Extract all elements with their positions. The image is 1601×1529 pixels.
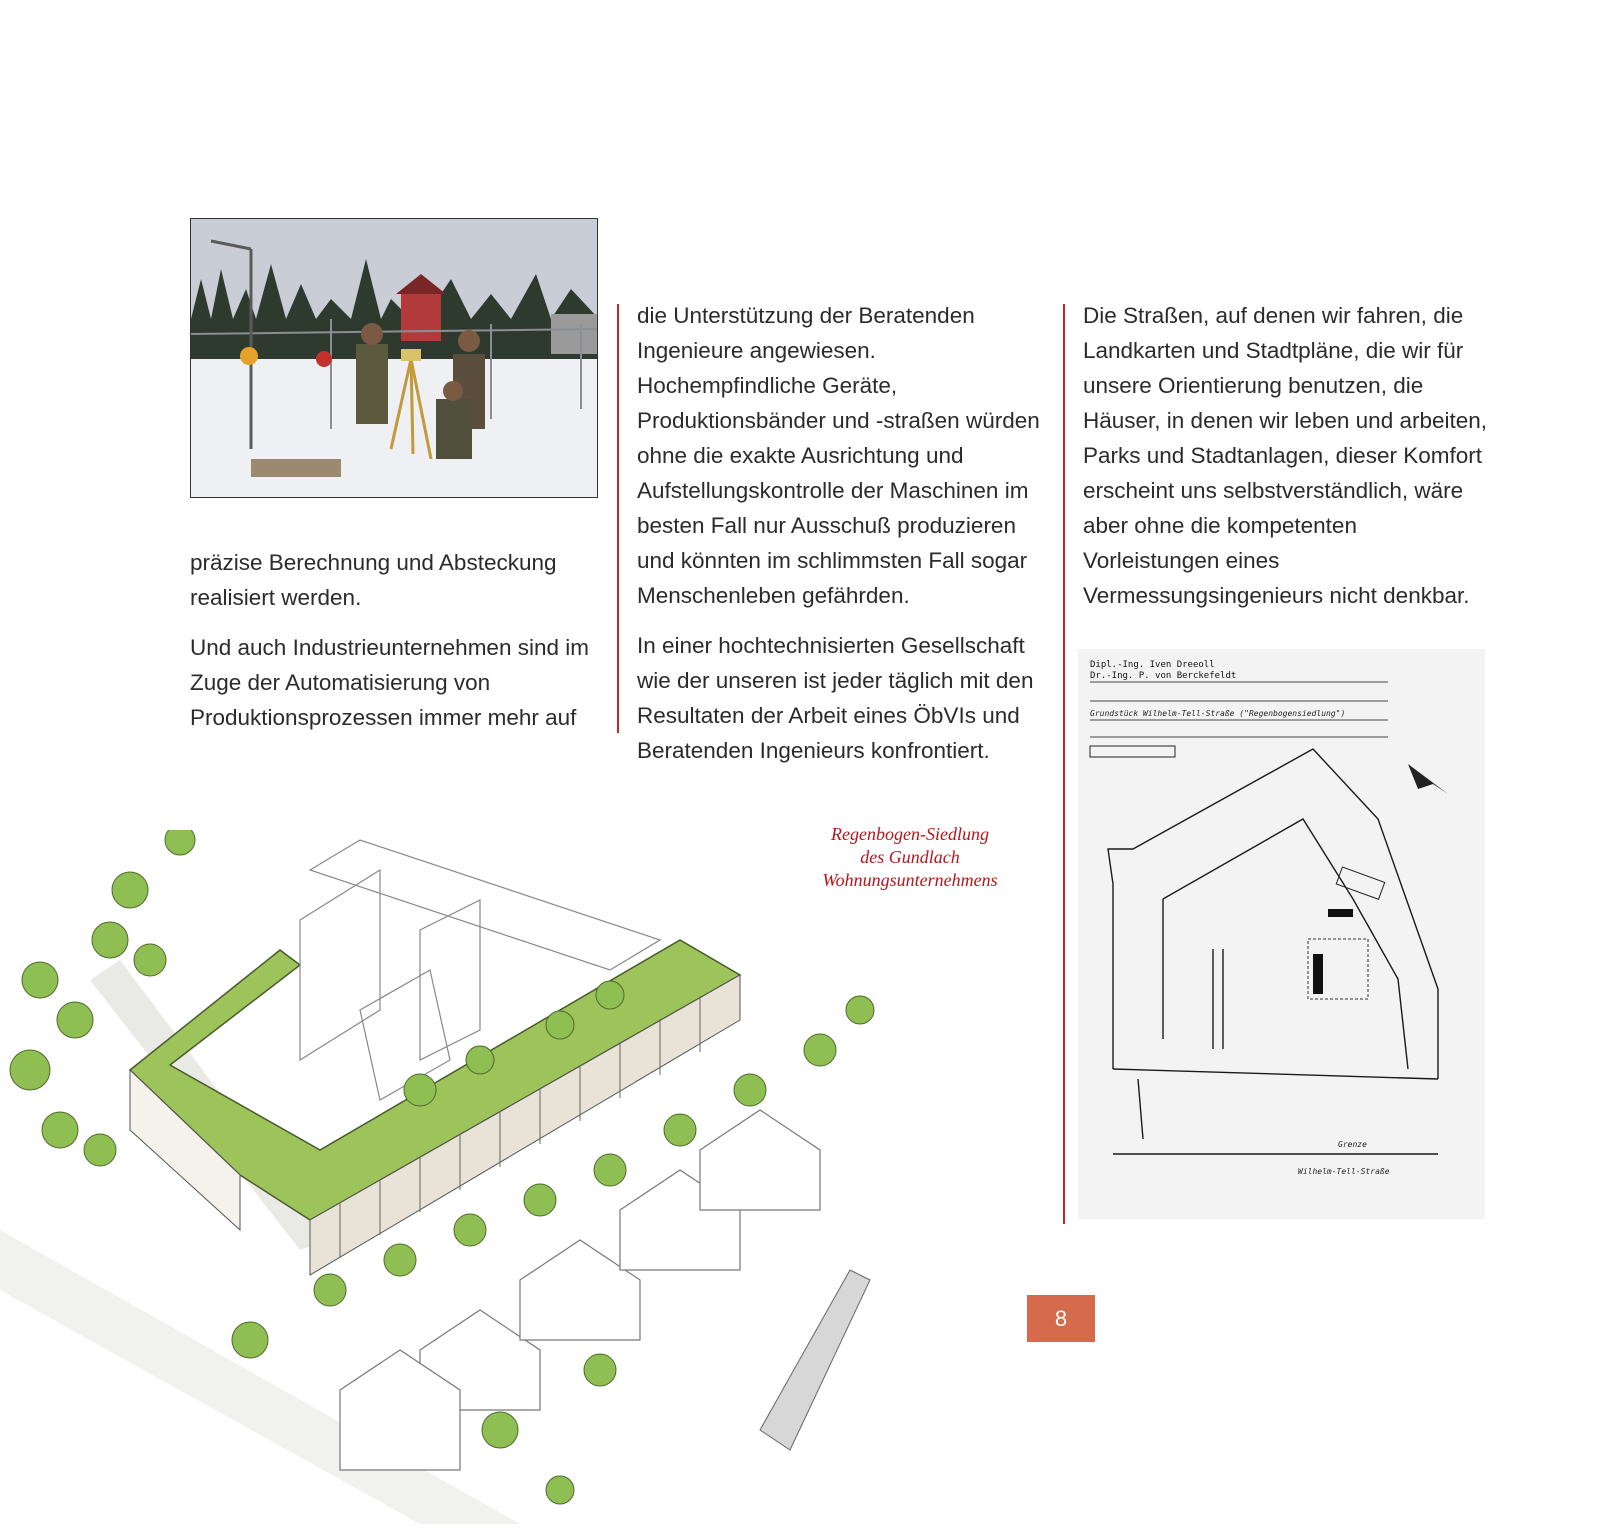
caption-line-2: des Gundlach — [860, 847, 960, 867]
plan-grundstueck: Grundstück Wilhelm-Tell-Straße ("Regenbogensiedlung") — [1090, 709, 1346, 718]
plan-grenze-label: Grenze — [1338, 1140, 1367, 1149]
text-column-3 — [1083, 298, 1495, 613]
column2-paragraph-1: die Unterstützung der Beratenden Ingenieure angewiesen. Hochempfindliche Geräte, Produktionsbänder und -straßen würden ohne die exakte Ausrichtung und Aufstellungskontrolle der Maschinen im besten Fall nur Ausschuß produzieren und könnten im schlimmsten Fall sogar Menschenleben gefährden. — [637, 303, 1040, 608]
column1-paragraph-1: präzise Berechnung und Absteckung realisiert werden. — [190, 550, 557, 610]
survey-plan-document — [1078, 649, 1485, 1219]
surveyors-photo — [190, 218, 598, 498]
column1-paragraph-2: Und auch Industrieunternehmen sind im Zuge der Automatisierung von Produktionsprozessen immer mehr auf — [190, 635, 589, 730]
text-column-2 — [637, 298, 1047, 768]
column3-paragraph-1: Die Straßen, auf denen wir fahren, die Landkarten und Stadtpläne, die wir für unsere Orientierung benutzen, die Häuser, in denen wir leben und arbeiten, Parks und Stadtanlagen, dieser Komfort erscheint uns selbstverständlich, wäre aber ohne die kompetenten Vorleistungen eines Vermessungsingenieurs nicht denkbar. — [1083, 303, 1488, 608]
architectural-sketch — [0, 830, 1000, 1524]
column2-red-rule — [617, 304, 619, 733]
caption-line-1: Regenbogen-Siedlung — [831, 824, 989, 844]
plan-header-2: Dr.-Ing. P. von Berckefeldt — [1090, 671, 1237, 681]
caption-line-3: Wohnungsunternehmens — [822, 870, 998, 890]
page-number-badge: 8 — [1027, 1295, 1095, 1342]
text-column-1 — [190, 545, 590, 735]
plan-header-1: Dipl.-Ing. Iven Dreeoll — [1090, 660, 1215, 670]
plan-street-label: Wilhelm-Tell-Straße — [1298, 1167, 1390, 1176]
column2-paragraph-2: In einer hochtechnisierten Gesellschaft wie der unseren ist jeder täglich mit den Resultaten der Arbeit eines ÖbVIs und Beratenden Ingenieurs konfrontiert. — [637, 633, 1034, 763]
column3-red-rule — [1063, 304, 1065, 1224]
